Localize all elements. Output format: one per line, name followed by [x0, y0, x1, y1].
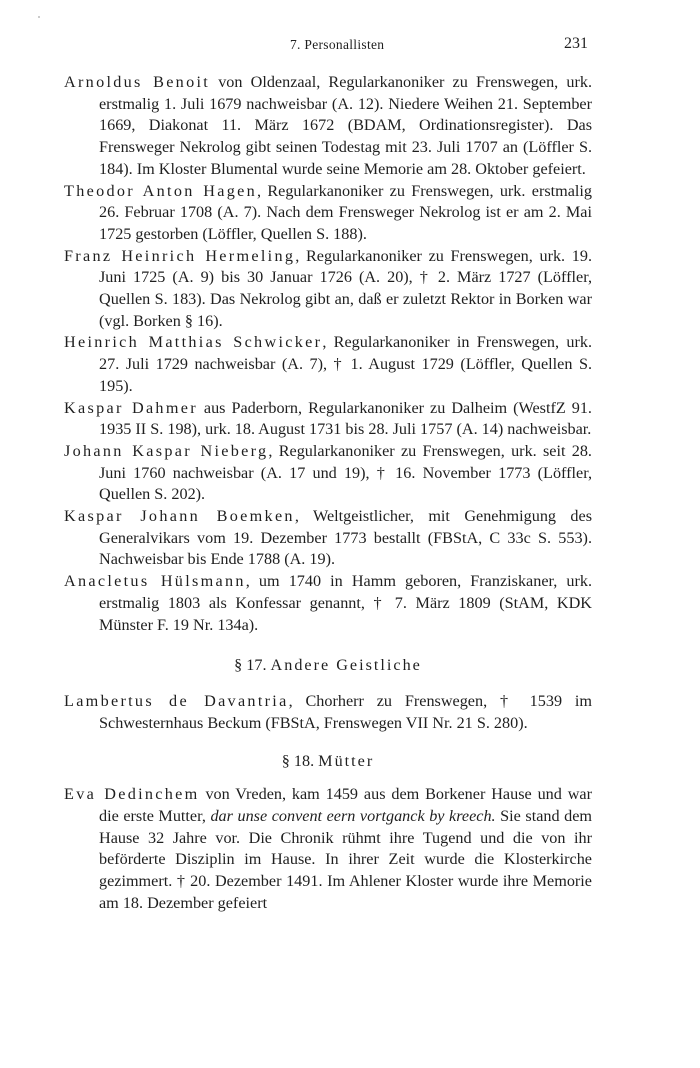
entry-name: Franz Heinrich Hermeling: [64, 246, 296, 265]
running-head: [0, 37, 700, 57]
entry-text: von Vreden, kam 1459 aus dem Borkener Hause und war die erste Mutter,: [99, 785, 592, 825]
entry-name: Eva Dedinchem: [64, 785, 200, 804]
entry-johann-kaspar-nieberg: [64, 441, 592, 506]
spacer: [64, 677, 592, 691]
entry-text: , Regularkanoniker zu Frenswegen, urk. seit 28. Juni 1760 nachweisbar (A. 17 und 19), † 16. November 1773 (Löffler, Quellen S. 202).: [99, 441, 592, 504]
spacer: [64, 734, 592, 751]
entry-arnoldus-benoit: [64, 72, 592, 181]
entry-name: Kaspar Johann Boemken: [64, 507, 295, 526]
section-number: § 18.: [281, 752, 315, 771]
section-title: Mütter: [318, 752, 375, 771]
entry-eva-dedinchem: [64, 784, 592, 914]
entry-name: Lambertus de Davantria: [64, 691, 289, 710]
entry-text: , Regularkanoniker in Frenswegen, urk. 27. Juli 1729 nachweisbar (A. 7), † 1. August 1729 (Löffler, Quellen S. 195).: [99, 333, 592, 395]
entry-name: Kaspar Dahmer: [64, 398, 198, 417]
entry-kaspar-dahmer: [64, 398, 592, 441]
entry-name: Heinrich Matthias Schwicker: [64, 333, 323, 352]
entry-text: , Regularkanoniker zu Frenswegen, urk. 19. Juni 1725 (A. 9) bis 30 Januar 1726 (A. 20), † 2. März 1727 (Löffler, Quellen S. 183). Das Nekrolog gibt an, daß er zuletzt Rektor in Borken war (vgl. Borken § 16).: [99, 246, 592, 330]
entry-text: Sie stand dem Hause 32 Jahre vor. Die Chronik rühmt ihre Tugend und die von ihr beförderte Disziplin im Hause. In ihrer Zeit wurde die Klosterkirche gezimmert. † 20. Dezember 1491. Im Ahlener Kloster wurde ihre Memorie am 18. Dezember gefeiert: [99, 806, 592, 912]
entry-name: Johann Kaspar Nieberg: [64, 441, 269, 460]
entry-anacletus-huelsmann: [64, 571, 592, 636]
spacer: [64, 636, 592, 655]
scan-speck: [38, 16, 40, 18]
entry-kaspar-johann-boemken: [64, 506, 592, 571]
entry-text: von Oldenzaal, Regularkanoniker zu Frenswegen, urk. erstmalig 1. Juli 1679 nachweisbar (A. 12). Niedere Weihen 21. September 1669, Diakonat 11. März 1672 (BDAM, Ordinationsregister). Das Frensweger Nekrolog gibt seinen Todestag mit 23. Juli 1707 an (Löffler S. 184). Im Kloster Blumental wurde seine Memorie am 28. Oktober gefeiert.: [99, 73, 592, 178]
main-text: [64, 72, 592, 914]
entry-text: , Chorherr zu Frenswegen, † 1539 im Schwesternhaus Beckum (FBStA, Frenswegen VII Nr. 21 S. 280).: [99, 691, 592, 732]
section-heading-18: [64, 751, 592, 773]
section-number: § 17.: [234, 656, 267, 675]
entry-name: Theodor Anton Hagen: [64, 181, 257, 200]
entry-theodor-anton-hagen: [64, 181, 592, 246]
chronicle-quote: dar unse convent eern vortganck by kreech.: [210, 806, 496, 825]
section-title: Andere Geistliche: [270, 656, 422, 675]
entry-name: Anacletus Hülsmann: [64, 572, 246, 591]
spacer: [64, 773, 592, 784]
entry-franz-heinrich-hermeling: [64, 246, 592, 333]
entry-text: , Regularkanoniker zu Frenswegen, urk. erstmalig 26. Februar 1708 (A. 7). Nach dem Frensweger Nekrolog ist er am 2. Mai 1725 gestorben (Löffler, Quellen S. 188).: [99, 181, 592, 243]
running-head-title: 7. Personallisten: [290, 37, 385, 52]
entry-text: , um 1740 in Hamm geboren, Franziskaner, urk. erstmalig 1803 als Konfessar genannt, † 7. März 1809 (StAM, KDK Münster F. 19 Nr. 134a).: [99, 572, 593, 634]
page-number: 231: [564, 35, 588, 52]
section-heading-17: [64, 655, 592, 677]
entry-lambertus-de-davantria: [64, 691, 592, 734]
entry-text: , Weltgeistlicher, mit Genehmigung des Generalvikars vom 19. Dezember 1773 bestallt (FBStA, C 33c S. 553). Nachweisbar bis Ende 1788 (A. 19).: [99, 507, 592, 569]
entry-text: aus Paderborn, Regularkanoniker zu Dalheim (WestfZ 91. 1935 II S. 198), urk. 18. August 1731 bis 28. Juli 1757 (A. 14) nachweisbar.: [99, 398, 592, 439]
entry-heinrich-matthias-schwicker: [64, 332, 592, 397]
entry-name: Arnoldus Benoit: [64, 73, 211, 91]
